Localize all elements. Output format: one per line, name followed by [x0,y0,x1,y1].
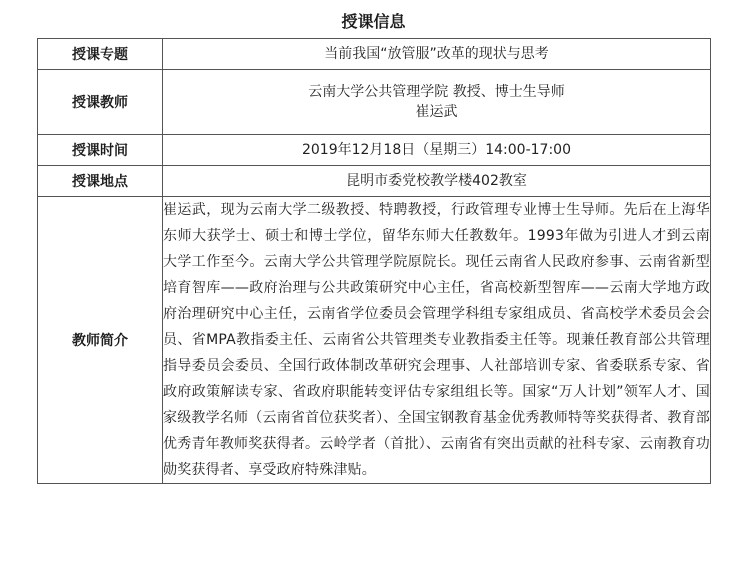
time-value: 2019年12月18日（星期三）14:00-17:00 [163,135,711,166]
course-info-table [37,38,711,484]
bio-text: 崔运武，现为云南大学二级教授、特聘教授，行政管理专业博士生导师。先后在上海华东师大获学士、硕士和博士学位，留华东师大任教数年。1993年做为引进人才到云南大学工作至今。云南大学公共管理学院原院长。现任云南省人民政府参事、云南省新型培育智库——政府治理与公共政策研究中心主任，省高校新型智库——云南大学地方政府治理研究中心主任，云南省学位委员会管理学科组专家组成员、省高校学术委员会会员、省MPA教指委主任、云南省公共管理类专业教指委主任等。现兼任教育部公共管理指导委员会委员、全国行政体制改革研究会理事、人社部培训专家、省委联系专家、省政府政策解读专家、省政府职能转变评估专家组组长等。国家“万人计划”领军人才、国家级教学名师（云南省首位获奖者）、全国宝钢教育基金优秀教师特等奖获得者、教育部优秀青年教师奖获得者。云岭学者（首批）、云南省有突出贡献的社科专家、云南教育功勋奖获得者、享受政府特殊津贴。 [163,197,711,484]
table-row-bio [38,197,711,484]
location-value: 昆明市委党校教学楼402教室 [163,166,711,197]
table-row-location [38,166,711,197]
page-title: 授课信息 [341,12,406,31]
teacher-title: 云南大学公共管理学院 教授、博士生导师 [308,84,565,100]
table-row-teacher [38,70,711,135]
bio-label: 教师简介 [38,197,163,484]
teacher-name: 崔运武 [415,104,458,120]
time-label: 授课时间 [38,135,163,166]
teacher-label: 授课教师 [38,70,163,135]
location-label: 授课地点 [38,166,163,197]
topic-label: 授课专题 [38,39,163,70]
table-row-time [38,135,711,166]
topic-value: 当前我国“放管服”改革的现状与思考 [163,39,711,70]
table-row-topic [38,39,711,70]
teacher-value [163,70,711,135]
